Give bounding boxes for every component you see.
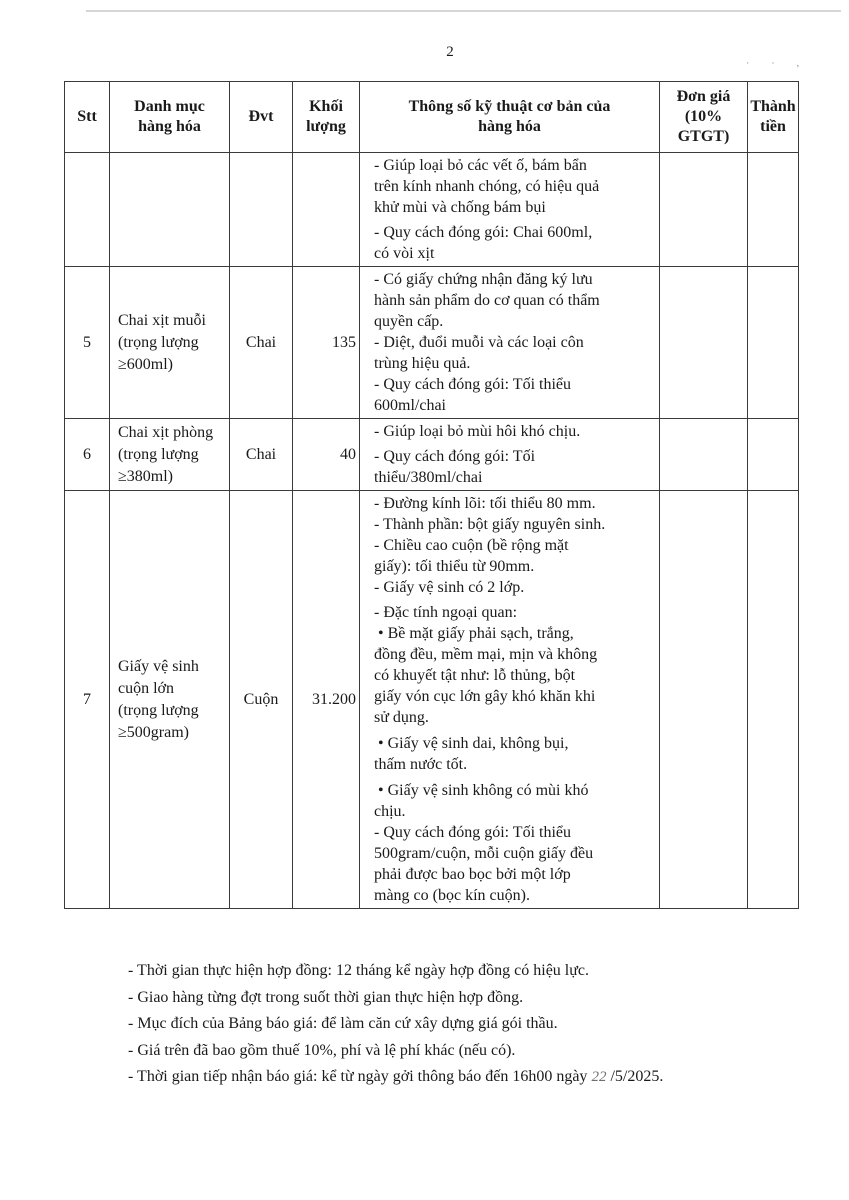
deadline-prefix: - Thời gian tiếp nhận báo giá: kể từ ngày gởi thông báo đến 16h00 ngày xyxy=(128,1068,588,1085)
cell-name xyxy=(110,267,230,419)
spec-line: hành sản phẩm do cơ quan có thẩm xyxy=(374,292,600,309)
name-line: (trọng lượng xyxy=(118,701,199,719)
spec-line: - Giúp loại bỏ các vết ố, bám bẩn xyxy=(374,157,587,174)
spec-line: phải được bao bọc bởi một lớp xyxy=(374,866,571,883)
header-qty xyxy=(293,82,360,153)
cell-name xyxy=(110,153,230,267)
header-price-line: GTGT) xyxy=(677,128,730,145)
spec-bullet-line: • Giấy vệ sinh dai, không bụi, xyxy=(378,735,569,752)
spec-line: thiểu/380ml/chai xyxy=(374,469,483,486)
cell-stt xyxy=(65,153,110,267)
handwritten-day: 22 xyxy=(591,1069,607,1085)
spec-line: có khuyết tật như: lỗ thủng, bột xyxy=(374,667,576,684)
spec-line: - Chiều cao cuộn (bề rộng mặt xyxy=(374,537,569,554)
header-item-line: Danh mục xyxy=(134,98,205,115)
cell-total xyxy=(748,153,799,267)
quotation-table xyxy=(64,81,799,909)
page-number: 2 xyxy=(446,44,454,60)
spec-line: giấy vón cục lớn gây khó khăn khi xyxy=(374,688,596,705)
header-spec-line: hàng hóa xyxy=(478,118,541,135)
table-row-continued xyxy=(65,153,799,267)
cell-price xyxy=(660,491,748,909)
header-item-line: hàng hóa xyxy=(138,118,201,135)
cell-total xyxy=(748,491,799,909)
scan-edge-line xyxy=(86,10,841,12)
header-spec xyxy=(360,82,660,153)
spec-line: sử dụng. xyxy=(374,709,429,726)
spec-line: có vòi xịt xyxy=(374,245,435,262)
scan-specks: · · , xyxy=(746,58,809,68)
cell-stt: 5 xyxy=(65,267,110,419)
cell-spec xyxy=(360,491,660,909)
spec-line: - Quy cách đóng gói: Tối thiểu xyxy=(374,824,571,841)
header-price xyxy=(660,82,748,153)
spec-line: 600ml/chai xyxy=(374,397,446,414)
spec-line: - Đặc tính ngoại quan: xyxy=(374,604,518,621)
spec-line: giấy): tối thiểu từ 90mm. xyxy=(374,558,535,575)
spec-line: - Có giấy chứng nhận đăng ký lưu xyxy=(374,271,593,288)
cell-price xyxy=(660,267,748,419)
header-total xyxy=(748,82,799,153)
note-line: - Giao hàng từng đợt trong suốt thời gian thực hiện hợp đồng. xyxy=(128,988,524,1006)
spec-line: - Giấy vệ sinh có 2 lớp. xyxy=(374,579,525,596)
name-line: Chai xịt phòng xyxy=(118,423,214,441)
table-row xyxy=(65,491,799,909)
name-line: cuộn lớn xyxy=(118,679,175,697)
header-unit: Đvt xyxy=(230,82,293,153)
spec-line: trên kính nhanh chóng, có hiệu quả xyxy=(374,178,600,195)
cell-qty: 135 xyxy=(293,267,360,419)
notes-section xyxy=(128,958,663,1091)
name-line: Chai xịt muỗi xyxy=(118,311,206,329)
cell-unit xyxy=(230,153,293,267)
note-line: - Giá trên đã bao gồm thuế 10%, phí và lệ phí khác (nếu có). xyxy=(128,1041,516,1059)
note-line: - Thời gian thực hiện hợp đồng: 12 tháng kể ngày hợp đồng có hiệu lực. xyxy=(128,962,590,979)
spec-line: chịu. xyxy=(374,803,406,820)
spec-line: - Diệt, đuổi muỗi và các loại côn xyxy=(374,334,584,351)
table-row xyxy=(65,419,799,491)
spec-line: màng co (bọc kín cuộn). xyxy=(374,887,530,904)
name-line: Giấy vệ sinh xyxy=(118,657,199,675)
spec-line: khử mùi và chống bám bụi xyxy=(374,199,546,216)
spec-line: thấm nước tốt. xyxy=(374,756,468,773)
cell-spec xyxy=(360,267,660,419)
header-total-line: Thành xyxy=(750,98,796,115)
spec-line: 500gram/cuộn, mỗi cuộn giấy đều xyxy=(374,845,594,862)
header-stt: Stt xyxy=(65,82,110,153)
name-line: ≥380ml) xyxy=(118,467,173,485)
note-line-deadline xyxy=(128,1064,663,1091)
cell-unit: Chai xyxy=(230,267,293,419)
cell-stt: 6 xyxy=(65,419,110,491)
cell-name xyxy=(110,491,230,909)
name-line: (trọng lượng xyxy=(118,333,199,351)
cell-price xyxy=(660,153,748,267)
name-line: ≥500gram) xyxy=(118,723,189,741)
spec-line: quyền cấp. xyxy=(374,313,444,330)
cell-name xyxy=(110,419,230,491)
table-header-row xyxy=(65,82,799,153)
name-line: (trọng lượng xyxy=(118,445,199,463)
cell-qty: 31.200 xyxy=(293,491,360,909)
spec-line: đồng đều, mềm mại, mịn và không xyxy=(374,646,598,663)
header-qty-line: lượng xyxy=(306,118,346,135)
header-qty-line: Khối xyxy=(309,98,343,115)
spec-line: - Quy cách đóng gói: Tối thiểu xyxy=(374,376,571,393)
cell-price xyxy=(660,419,748,491)
spec-line: - Giúp loại bỏ mùi hôi khó chịu. xyxy=(374,423,581,440)
header-item xyxy=(110,82,230,153)
note-line: - Mục đích của Bảng báo giá: để làm căn cứ xây dựng giá gói thầu. xyxy=(128,1015,558,1032)
spec-line: - Đường kính lõi: tối thiểu 80 mm. xyxy=(374,495,596,512)
cell-total xyxy=(748,419,799,491)
table-row xyxy=(65,267,799,419)
spec-bullet-line: • Bề mặt giấy phải sạch, trắng, xyxy=(378,625,574,642)
spec-line: trùng hiệu quả. xyxy=(374,355,471,372)
name-line: ≥600ml) xyxy=(118,355,173,373)
cell-qty: 40 xyxy=(293,419,360,491)
deadline-suffix: /5/2025. xyxy=(610,1068,664,1085)
cell-total xyxy=(748,267,799,419)
cell-spec xyxy=(360,419,660,491)
cell-unit: Chai xyxy=(230,419,293,491)
spec-bullet-line: • Giấy vệ sinh không có mùi khó xyxy=(378,782,589,799)
spec-line: - Quy cách đóng gói: Tối xyxy=(374,448,536,465)
cell-spec xyxy=(360,153,660,267)
header-price-line: (10% xyxy=(684,108,723,125)
cell-unit: Cuộn xyxy=(230,491,293,909)
cell-qty xyxy=(293,153,360,267)
spec-line: - Quy cách đóng gói: Chai 600ml, xyxy=(374,224,593,241)
header-spec-line: Thông số kỹ thuật cơ bản của xyxy=(408,98,611,115)
header-total-line: tiền xyxy=(760,118,786,135)
spec-line: - Thành phần: bột giấy nguyên sinh. xyxy=(374,516,606,533)
cell-stt: 7 xyxy=(65,491,110,909)
header-price-line: Đơn giá xyxy=(676,88,731,105)
